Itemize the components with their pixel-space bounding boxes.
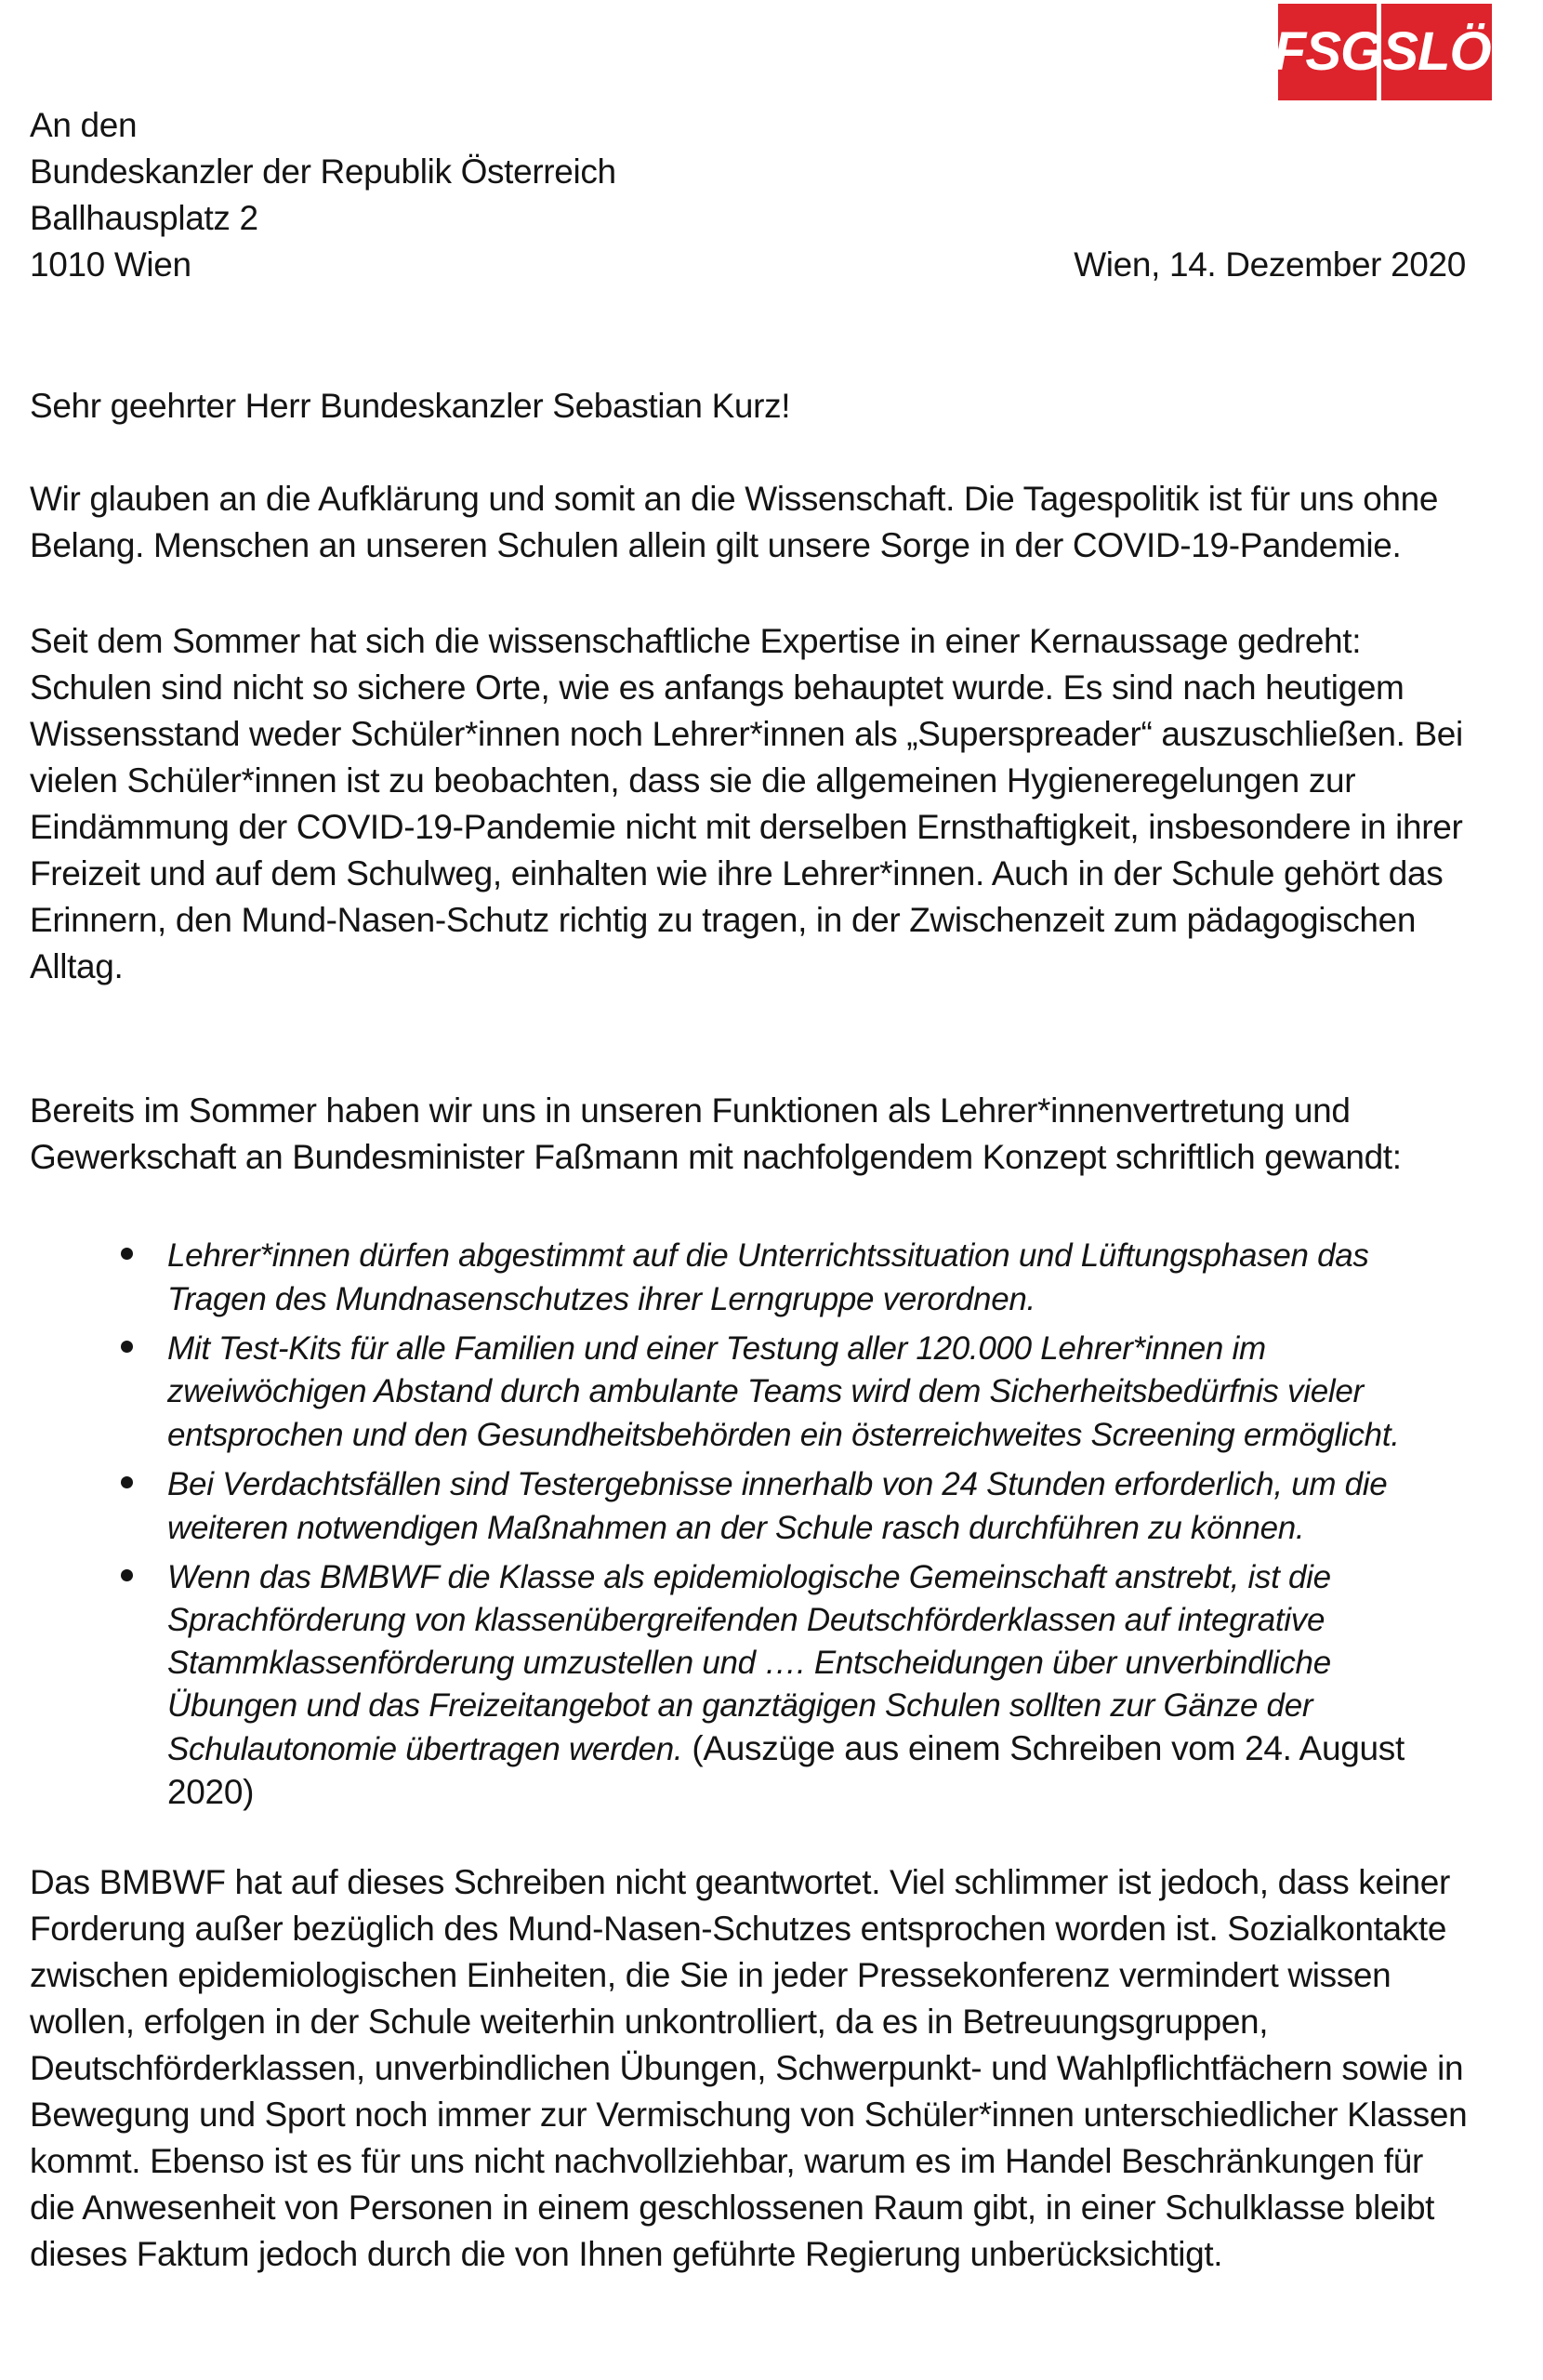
- bullet-item: [167, 1463, 1441, 1550]
- recipient-line: Ballhausplatz 2: [30, 199, 258, 237]
- body-paragraph-2: Seit dem Sommer hat sich die wissenschaftliche Expertise in einer Kernaussage gedreht: Schulen sind nicht so sichere Orte, wie es anfangs behauptet wurde. Es sind nach heutigem Wissensstand weder Schüler*innen noch Lehrer*innen als „Superspreader“ auszuschließen. Bei vielen Schüler*innen ist zu beobachten, dass sie die allgemeinen Hygieneregelungen zur Eindämmung der COVID-19-Pandemie nicht mit derselben Ernsthaftigkeit, insbesondere in ihrer Freizeit und auf dem Schulweg, einhalten wie ihre Lehrer*innen. Auch in der Schule gehört das Erinnern, den Mund-Nasen-Schutz richtig zu tragen, in der Zwischenzeit zum pädagogischen Alltag.: [30, 622, 1463, 985]
- recipient-line: Bundeskanzler der Republik Österreich: [30, 152, 616, 191]
- recipient-line: An den: [30, 106, 138, 144]
- body-paragraph-1: Wir glauben an die Aufklärung und somit an die Wissenschaft. Die Tagespolitik ist für uns ohne Belang. Menschen an unseren Schulen allein gilt unsere Sorge in der COVID-19-Pandemie.: [30, 480, 1439, 564]
- slo-logo: [1381, 4, 1492, 100]
- fsg-logo-text: FSG: [1273, 21, 1382, 82]
- bullet-item: [167, 1328, 1441, 1457]
- bullet-marker-icon: [121, 1341, 133, 1353]
- fsg-slo-logo: [1273, 4, 1492, 100]
- bullet-item: [167, 1235, 1441, 1321]
- bullet-marker-icon: [121, 1248, 133, 1260]
- salutation: Sehr geehrter Herr Bundeskanzler Sebastian Kurz!: [30, 387, 791, 425]
- recipient-address: [30, 102, 1466, 288]
- slo-logo-text: SLÖ: [1382, 21, 1491, 82]
- demands-bullet-list: [30, 1235, 1441, 1815]
- body-paragraph-3: Bereits im Sommer haben wir uns in unseren Funktionen als Lehrer*innenvertretung und Gewerkschaft an Bundesminister Faßmann mit nachfolgendem Konzept schriftlich gewandt:: [30, 1091, 1402, 1176]
- bullet-source-note: (Auszüge aus einem Schreiben vom 24. August 2020): [167, 1729, 1405, 1811]
- bullet-item: [167, 1556, 1441, 1815]
- bullet-text: Wenn das BMBWF die Klasse als epidemiologische Gemeinschaft anstrebt, ist die Sprachförderung von klassenübergreifenden Deutschförderklassen auf integrative Stammklassenförderung umzustellen und …. Entscheidungen über unverbindliche Übungen und das Freizeitangebot an ganztägigen Schulen sollten zur Gänze der Schulautonomie übertragen werden.: [167, 1559, 1331, 1767]
- closing-paragraph: Das BMBWF hat auf dieses Schreiben nicht geantwortet. Viel schlimmer ist jedoch, dass keiner Forderung außer bezüglich des Mund-Nasen-Schutzes entsprochen worden ist. Sozialkontakte zwischen epidemiologischen Einheiten, die Sie in jeder Pressekonferenz vermindert wissen wollen, erfolgen in der Schule weiterhin unkontrolliert, da es in Betreuungsgruppen, Deutschförderklassen, unverbindlichen Übungen, Schwerpunkt- und Wahlpflichtfächern sowie in Bewegung und Sport noch immer zur Vermischung von Schüler*innen unterschiedlicher Klassen kommt. Ebenso ist es für uns nicht nachvollziehbar, warum es im Handel Beschränkungen für die Anwesenheit von Personen in einem geschlossenen Raum gibt, in einer Schulklasse bleibt dieses Faktum jedoch durch die von Ihnen geführte Regierung unberücksichtigt.: [30, 1863, 1468, 2273]
- city-and-date-row: [30, 242, 1466, 288]
- bullet-marker-icon: [121, 1569, 133, 1581]
- recipient-line: 1010 Wien: [30, 245, 191, 284]
- bullet-text: Lehrer*innen dürfen abgestimmt auf die Unterrichtssituation und Lüftungsphasen das Tragen des Mundnasenschutzes ihrer Lerngruppe verordnen.: [167, 1237, 1369, 1317]
- bullet-text: Bei Verdachtsfällen sind Testergebnisse innerhalb von 24 Stunden erforderlich, um die weiteren notwendigen Maßnahmen an der Schule rasch durchführen zu können.: [167, 1466, 1388, 1546]
- date-line: Wien, 14. Dezember 2020: [1074, 245, 1466, 284]
- fsg-logo: [1273, 4, 1382, 100]
- bullet-text: Mit Test-Kits für alle Familien und einer Testung aller 120.000 Lehrer*innen im zweiwöchigen Abstand durch ambulante Teams wird dem Sicherheitsbedürfnis vieler entsprochen und den Gesundheitsbehörden ein österreichweites Screening ermöglicht.: [167, 1330, 1400, 1453]
- bullet-marker-icon: [121, 1476, 133, 1488]
